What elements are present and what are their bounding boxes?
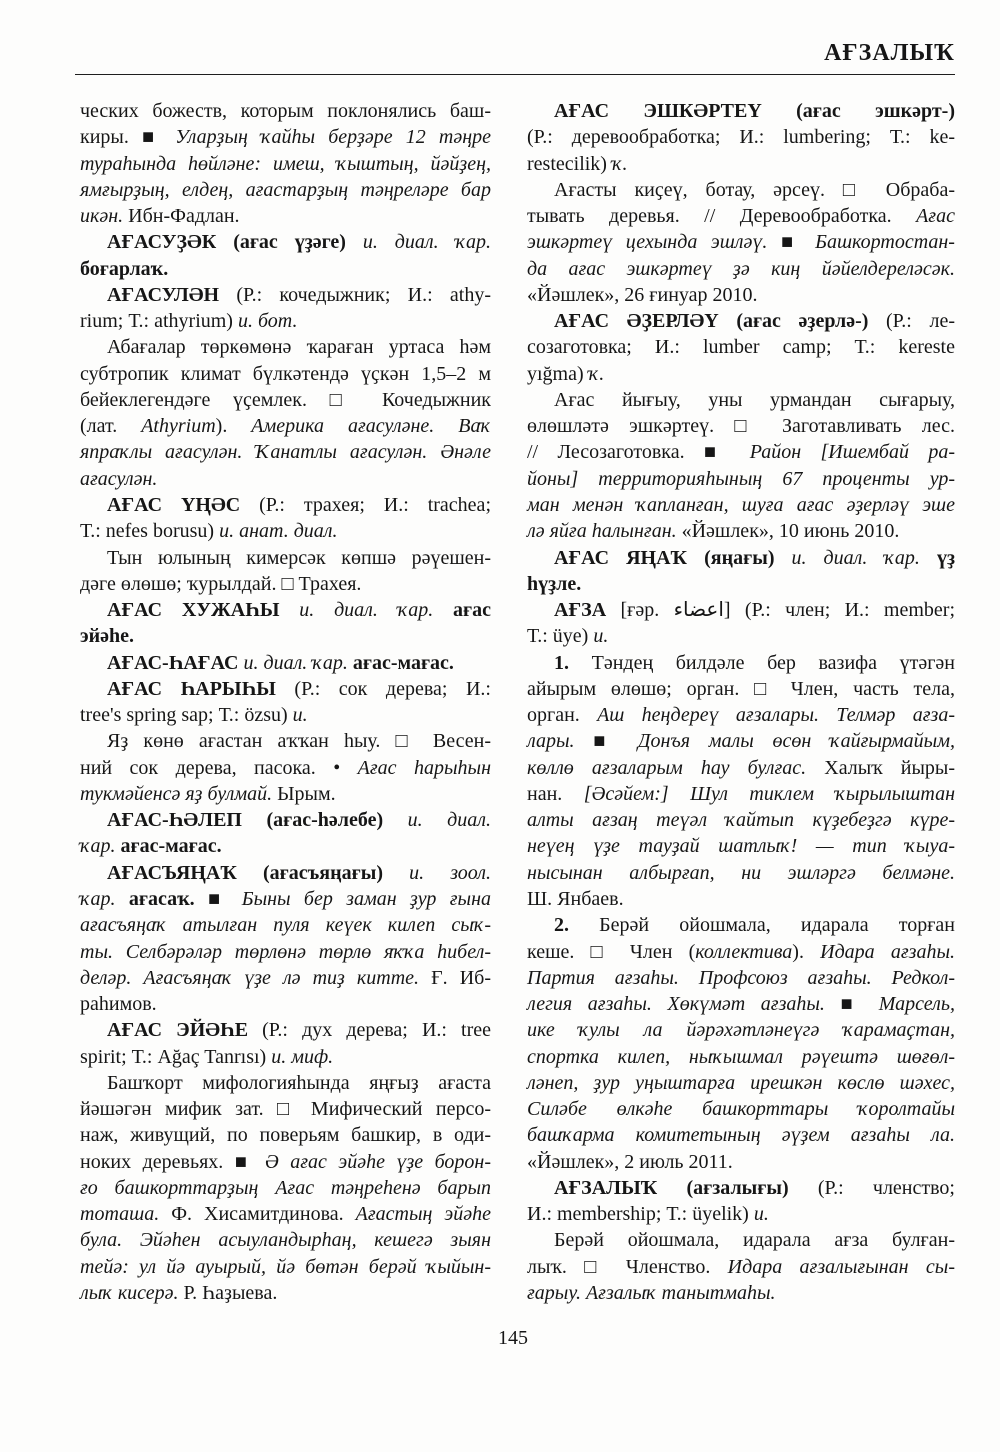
text-line xyxy=(527,1149,955,1175)
headword-text: АҒАСУЛӘН xyxy=(107,283,220,306)
entry-paragraph xyxy=(80,282,491,335)
entry-paragraph xyxy=(527,308,955,387)
text-line xyxy=(80,912,491,938)
body-text: субтропик климат бүлкәтендә үҫкән 1,5–2 м xyxy=(80,362,491,385)
body-text: Берәй ойошмала, идарала торған xyxy=(569,914,955,937)
body-text: restecilik) xyxy=(527,152,612,175)
body-text: yığma) xyxy=(527,362,589,385)
headword-text: АҒЗА xyxy=(554,599,607,622)
body-text: Абағалар төркөмөнә ҡараған уртаса һәм xyxy=(107,336,491,359)
text-line xyxy=(80,623,491,649)
italic-text: и. xyxy=(753,1203,769,1226)
text-line xyxy=(80,98,491,124)
text-line xyxy=(80,387,491,413)
italic-text: Партия ағзаһы. Профсоюз ағзаһы. Редкол- xyxy=(527,966,955,989)
body-text: наж, живущий, по поверьям башкир, в оди- xyxy=(80,1124,491,1147)
entry-paragraph xyxy=(80,650,491,676)
body-text: rium; Т.: athyrium) xyxy=(80,310,238,333)
text-line xyxy=(527,387,955,413)
headword-text: боғарлаҡ. xyxy=(80,257,169,280)
body-text: (Р.: дух дерева; И.: tree xyxy=(248,1019,491,1042)
italic-text: ағасъяңаҡ атылған пуля кеүек килеп сыҡ- xyxy=(80,914,491,937)
body-text: Ибн-Фадлан. xyxy=(123,205,240,228)
text-line xyxy=(80,965,491,991)
italic-text: йоны] территорияһының 67 проценты ур- xyxy=(527,467,955,490)
italic-text: тукмәйенсә яҙ булмай. xyxy=(80,782,273,805)
text-line xyxy=(80,833,491,859)
text-line xyxy=(527,676,955,702)
italic-text: да ағас эшкәртеү ҙә киң йәйелдереләсәк. xyxy=(527,257,955,280)
italic-text: Идара ағзалығынан сы- xyxy=(727,1255,955,1278)
italic-text: тоташа. xyxy=(80,1203,160,1226)
body-text: (Р.: деревообработка; И.: lumbering; Т.: ke- xyxy=(527,126,955,149)
italic-text: Район [Ишембай ра- xyxy=(749,441,956,464)
body-text: айырым өлөшө; орган. □ Член, часть тела, xyxy=(527,677,955,700)
headword-text: АҒАС ЭЙӘҺЕ xyxy=(107,1019,249,1042)
body-text: ). xyxy=(215,415,252,438)
italic-text: деләр. Ағасъяңаҡ үҙе лә тиҙ китте. xyxy=(80,966,420,989)
headword-text: АҒЗАЛЫҠ (ағзалығы) xyxy=(554,1176,789,1199)
headword-text: АҒАС ЭШКӘРТЕҮ (ағас эшкәрт-) xyxy=(554,100,955,122)
body-text: Т.: üye) xyxy=(527,625,594,648)
italic-text: ман менән ҡапланған, шуға ағас әҙерләү эше xyxy=(527,493,955,516)
text-line xyxy=(527,965,955,991)
text-line xyxy=(80,256,491,282)
entry-paragraph xyxy=(80,334,491,492)
entry-paragraph xyxy=(527,912,955,1175)
body-text: тывать деревья. // Деревообработка. xyxy=(527,205,917,228)
text-line xyxy=(527,256,955,282)
headword-text: эйәһе. xyxy=(80,625,135,648)
italic-text: и. бот. xyxy=(237,310,298,333)
body-text: кеше. □ Член ( xyxy=(527,940,696,963)
italic-text: Марсель, xyxy=(878,993,955,1016)
italic-text: Ағастың эйәһе xyxy=(355,1203,491,1226)
text-line xyxy=(80,361,491,387)
body-text: Ырым. xyxy=(272,782,336,805)
italic-text: Ағас xyxy=(916,205,955,228)
italic-text: тейә: ул йә ауырый, йә бөтән берәй ҡыйын- xyxy=(80,1255,491,1278)
text-line xyxy=(527,492,955,518)
text-line xyxy=(80,1096,491,1122)
text-line xyxy=(80,1149,491,1175)
text-line xyxy=(80,860,491,886)
body-text: орган. xyxy=(527,704,598,727)
body-text: нан. xyxy=(527,782,584,805)
entry-paragraph xyxy=(527,98,955,177)
italic-text: и. анат. диал. xyxy=(219,520,338,543)
entry-paragraph xyxy=(527,650,955,913)
body-text: бейеклегендәге үҫемлек. □ Кочедыжник xyxy=(80,388,491,411)
text-line xyxy=(527,1254,955,1280)
entry-paragraph xyxy=(527,597,955,650)
italic-text: ҡар. xyxy=(80,887,129,910)
body-text: (Р.: ле- xyxy=(868,310,955,333)
body-text: (Р.: членство; xyxy=(788,1176,955,1199)
text-line xyxy=(527,203,955,229)
body-text: ] (Р.: член; И.: member; xyxy=(723,599,955,622)
entry-paragraph xyxy=(80,545,491,598)
italic-text: неүең үҙе тауҙай шатлыҡ! — тип ҡыуа- xyxy=(527,835,955,858)
italic-text: ләнеп, ҙур уңыштарға ирешкән көслө шәхес, xyxy=(527,1071,955,1094)
text-line xyxy=(80,597,491,623)
body-text: И.: membership; Т.: üyelik) xyxy=(527,1203,754,1226)
body-text: Берәй ойошмала, идарала ағза булған- xyxy=(554,1229,955,1252)
italic-text: ағасулән. xyxy=(80,467,158,490)
entry-paragraph xyxy=(80,1017,491,1070)
text-line xyxy=(527,728,955,754)
italic-text: ғо башкорттарҙың Ағас тәңреһенә барып xyxy=(80,1176,491,1199)
italic-text: тураһында һөйләне: имеш, ҡыштың, йәйҙең, xyxy=(80,152,491,175)
body-text: раһимов. xyxy=(80,993,157,1016)
entry-paragraph xyxy=(80,728,491,807)
body-text: ■ xyxy=(194,887,242,910)
italic-text: и. диал. xyxy=(383,809,491,832)
header-rule xyxy=(75,74,955,75)
italic-text: ғарыу. Ағзалыҡ танытмаһы. xyxy=(527,1281,776,1304)
body-text: ). xyxy=(792,940,821,963)
text-line xyxy=(527,229,955,255)
text-line xyxy=(527,334,955,360)
text-line xyxy=(527,1175,955,1201)
body-text: лыҡ. □ Членство. xyxy=(527,1255,728,1278)
italic-text: Уларҙың ҡайһы берҙәре 12 тәңре xyxy=(175,126,491,149)
entry-paragraph xyxy=(80,98,491,229)
text-line xyxy=(527,282,955,308)
entry-paragraph xyxy=(80,807,491,860)
headword-text: АҒАС ӘҘЕРЛӘҮ (ағас әҙерлә-) xyxy=(554,310,869,333)
text-line xyxy=(80,728,491,754)
text-line xyxy=(527,1044,955,1070)
italic-text: ике ҡулы ла йәрәхәтләнеүгә ҡарамаҫтан, xyxy=(527,1019,955,1042)
italic-text: Ағас һарыһын xyxy=(357,756,491,779)
text-line xyxy=(527,807,955,833)
text-line xyxy=(80,492,491,518)
text-line xyxy=(80,466,491,492)
italic-text: и. миф. xyxy=(271,1045,334,1068)
text-line xyxy=(527,466,955,492)
text-line xyxy=(80,151,491,177)
headword-text: АҒАС ЯҢАҠ (яңағы) xyxy=(554,546,775,569)
body-text: Тәндең билдәле бер вазифа үтәгән xyxy=(569,651,955,674)
text-line xyxy=(527,755,955,781)
text-line xyxy=(527,124,955,150)
italic-text: Башкортостан- xyxy=(815,231,955,254)
body-text: Ағас йығыу, уны урмандан сығарыу, xyxy=(554,388,955,411)
body-text: // Лесозаготовка. ■ xyxy=(527,441,750,464)
headword-text: АҒАСУҘӘК (ағас үҙәге) xyxy=(107,231,346,254)
italic-text: и. диал. ҡар. xyxy=(238,651,353,674)
headword-text: үҙ xyxy=(936,546,955,569)
running-head: АҒЗАЛЫҠ xyxy=(824,40,955,66)
text-line xyxy=(80,1044,491,1070)
body-text: اعضاء xyxy=(673,599,724,622)
text-line xyxy=(80,1175,491,1201)
text-line xyxy=(527,361,955,387)
entry-paragraph xyxy=(80,860,491,1018)
text-line xyxy=(80,991,491,1017)
body-text: (Р.: трахея; И.: trachea; xyxy=(240,493,491,516)
text-line xyxy=(527,1096,955,1122)
italic-text: и. диал. ҡар. xyxy=(774,546,937,569)
text-line xyxy=(80,1227,491,1253)
body-text: «Йәшлек», 26 ғинуар 2010. xyxy=(527,283,758,306)
body-text: spirit; Т.: Ağaç Tanrısı) xyxy=(80,1045,272,1068)
italic-text: лә яйға һалынған. xyxy=(527,520,677,543)
italic-text: и. зоол. xyxy=(383,861,491,884)
body-text: Яҙ көнө ағастан аҡҡан һыу. □ Весен- xyxy=(107,730,491,753)
text-line xyxy=(80,308,491,334)
headword-text: һүҙле. xyxy=(527,572,582,595)
italic-text: и. диал. ҡар. xyxy=(279,599,454,622)
text-line xyxy=(527,886,955,912)
body-text: Халыҡ йыры- xyxy=(806,756,955,779)
italic-text: коллектива xyxy=(695,940,793,963)
entry-paragraph xyxy=(527,545,955,598)
body-text: Т.: nefes borusu) xyxy=(80,520,220,543)
italic-text: Америка ағасуләне. Ваҡ xyxy=(251,415,491,438)
text-line xyxy=(527,151,955,177)
headword-text: АҒАСЪЯҢАҠ (ағасъяңағы) xyxy=(107,861,384,884)
body-text: өлөшләтә эшкәртеү. □ Заготавливать лес. xyxy=(527,415,955,438)
italic-text: [Әсәйем:] Шул тиклем ҡырылыштан xyxy=(583,782,955,805)
italic-text: и. xyxy=(593,625,609,648)
text-line xyxy=(80,203,491,229)
italic-text: япраҡлы ағасулән. Ҡанатлы ағасулән. Әнәле xyxy=(80,441,491,464)
entry-paragraph xyxy=(80,597,491,650)
body-text: Ф. Хисамитдинова. xyxy=(159,1203,356,1226)
italic-text: лары. xyxy=(527,730,575,753)
text-line xyxy=(527,1017,955,1043)
text-line xyxy=(527,833,955,859)
headword-text: АҒАС ХУЖАҺЫ xyxy=(107,599,280,622)
text-line xyxy=(527,1122,955,1148)
italic-text: көллө ағзаларым һау булғас. xyxy=(527,756,807,779)
text-line xyxy=(527,1280,955,1306)
body-text: «Йәшлек», 2 июль 2011. xyxy=(527,1150,733,1173)
text-line xyxy=(527,650,955,676)
entry-paragraph xyxy=(527,177,955,308)
entry-paragraph xyxy=(80,229,491,282)
text-line xyxy=(80,1122,491,1148)
body-text: [ғәр. xyxy=(606,599,674,622)
body-text: ноких деревьях. ■ xyxy=(80,1150,265,1173)
text-line xyxy=(80,124,491,150)
left-column xyxy=(80,98,491,1306)
italic-text: ҡ. xyxy=(611,152,628,175)
italic-text: нысынан албырғап, ни эшләргә белмәне. xyxy=(527,861,955,884)
body-text: Башҡорт мифологияһында яңғыҙ ағаста xyxy=(107,1071,491,1094)
headword-text: ағас-мағас. xyxy=(120,835,222,858)
italic-text: эшкәртеү цехында эшләү. xyxy=(527,231,768,254)
right-column xyxy=(527,98,955,1306)
italic-text: Ә ағас эйәһе үҙе борон- xyxy=(264,1150,491,1173)
italic-text: легия ағзаһы. Хөкүмәт ағзаһы. xyxy=(527,993,825,1016)
text-line xyxy=(527,177,955,203)
entry-paragraph xyxy=(80,1070,491,1306)
entry-paragraph xyxy=(80,492,491,545)
headword-text: 2. xyxy=(554,914,569,937)
text-line xyxy=(80,781,491,807)
text-line xyxy=(80,518,491,544)
italic-text: Быны бер заман ҙур ғына xyxy=(241,887,491,910)
text-line xyxy=(80,650,491,676)
text-line xyxy=(527,781,955,807)
entry-paragraph xyxy=(80,676,491,729)
body-text: «Йәшлек», 10 июнь 2010. xyxy=(676,520,900,543)
text-line xyxy=(80,1280,491,1306)
text-line xyxy=(527,518,955,544)
entry-paragraph xyxy=(527,1227,955,1306)
italic-text: ямғырҙың, елдең, ағастарҙың тәңреләре бар xyxy=(80,178,491,201)
text-line xyxy=(527,439,955,465)
italic-text: Силәбе өлкәһе башкорттары ҡоролтайы xyxy=(527,1098,955,1121)
italic-text: лыҡ кисерә. xyxy=(80,1281,179,1304)
headword-text: АҒАС ҺАРЫҺЫ xyxy=(107,677,276,700)
body-text: Р. Һаҙыева. xyxy=(178,1281,278,1304)
text-line xyxy=(80,702,491,728)
text-line xyxy=(527,413,955,439)
body-text: ■ xyxy=(824,993,879,1016)
entry-paragraph xyxy=(527,387,955,545)
italic-text: Донъя малы өсөн ҡайғырмайым, xyxy=(637,730,955,753)
text-line xyxy=(80,545,491,571)
text-line xyxy=(80,1070,491,1096)
text-line xyxy=(527,939,955,965)
text-line xyxy=(527,98,955,124)
text-line xyxy=(80,1017,491,1043)
italic-text: Athyrium xyxy=(141,415,216,438)
italic-text: Идара ағзаһы. xyxy=(820,940,955,963)
text-line xyxy=(80,229,491,255)
text-line xyxy=(80,177,491,203)
text-line xyxy=(527,308,955,334)
italic-text: и. диал. ҡар. xyxy=(345,231,491,254)
body-text: (лат. xyxy=(80,415,142,438)
text-line xyxy=(80,807,491,833)
headword-text: ағас xyxy=(453,599,491,622)
text-line xyxy=(80,886,491,912)
text-line xyxy=(80,571,491,597)
italic-text: ҡар. xyxy=(80,835,121,858)
text-line xyxy=(527,860,955,886)
text-line xyxy=(80,282,491,308)
text-line xyxy=(80,1254,491,1280)
headword-text: ағасаҡ. xyxy=(128,887,195,910)
italic-text: и. xyxy=(292,704,308,727)
text-line xyxy=(80,755,491,781)
page-number: 145 xyxy=(498,1327,528,1349)
italic-text: ҡ. xyxy=(588,362,605,385)
text-line xyxy=(527,623,955,649)
body-text: киры. ■ xyxy=(80,126,176,149)
entry-paragraph xyxy=(527,1175,955,1228)
body-text: (Р.: сок дерева; И.: xyxy=(275,677,491,700)
italic-text: башҡарма комитетының әүҙем ағзаһы ла. xyxy=(527,1124,955,1147)
body-text: Ағасты киҫеү, ботау, әрсеү. □ Обраба- xyxy=(554,178,955,201)
italic-text: икән. xyxy=(80,205,124,228)
headword-text: АҒАС-ҺӘЛЕП (ағас-һәлебе) xyxy=(107,809,384,832)
body-text: (Р.: кочедыжник; И.: athy- xyxy=(219,283,491,306)
italic-text: ты. Селбәрәләр төрлөнә төрлө яҡҡа һибел- xyxy=(80,940,491,963)
body-text: ■ xyxy=(767,231,816,254)
italic-text: спортка килеп, ныҡышмал рәүештә шөғөл- xyxy=(527,1045,955,1068)
text-line xyxy=(527,912,955,938)
text-line xyxy=(80,334,491,360)
body-text: Ғ. Иб- xyxy=(419,966,492,989)
text-line xyxy=(527,1070,955,1096)
body-text: йәшәгән мифик зат. □ Мифический персо- xyxy=(80,1098,491,1121)
italic-text: алты ағзаң теүәл ҡайтып күҙебеҙгә күре- xyxy=(527,809,955,832)
body-text: созаготовка; И.: lumber camp; Т.: kereste xyxy=(527,336,955,359)
text-line xyxy=(80,439,491,465)
text-line xyxy=(527,702,955,728)
body-text: Ш. Янбаев. xyxy=(527,887,624,910)
text-line xyxy=(80,939,491,965)
headword-text: ағас-мағас. xyxy=(352,651,454,674)
text-line xyxy=(80,1201,491,1227)
text-line xyxy=(80,676,491,702)
text-line xyxy=(527,991,955,1017)
text-line xyxy=(527,597,955,623)
headword-text: АҒАС ҮҢӘС xyxy=(107,493,241,516)
body-text: ний сок дерева, пасока. • xyxy=(80,756,358,779)
headword-text: АҒАС-ҺАҒАС xyxy=(107,651,239,674)
text-line xyxy=(80,413,491,439)
text-line xyxy=(527,1227,955,1253)
italic-text: була. Эйәһен асыуландырһаң, кешегә зыян xyxy=(80,1229,491,1252)
text-line xyxy=(527,1201,955,1227)
italic-text: Аш һеңдереү ағзалары. Телмәр ағза- xyxy=(597,704,955,727)
body-text: tree's spring sap; Т.: özsu) xyxy=(80,704,293,727)
body-text: дәге өлөшө; ҡурылдай. □ Трахея. xyxy=(80,572,362,595)
body-text: ■ xyxy=(574,730,638,753)
body-text: Тын юлының кимерсәк көпшә рәүешен- xyxy=(107,546,491,569)
text-line xyxy=(527,571,955,597)
headword-text: 1. xyxy=(554,651,569,674)
body-text: ческих божеств, которым поклонялись баш- xyxy=(80,100,491,122)
text-line xyxy=(527,545,955,571)
